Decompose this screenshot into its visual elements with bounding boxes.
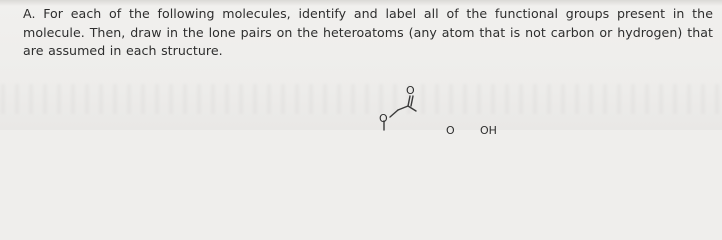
bottom-oh-label: OH xyxy=(480,124,497,137)
ring-bond-2 xyxy=(398,106,408,110)
bottom-oxygen-label: O xyxy=(446,124,455,137)
molecule-structure xyxy=(360,80,510,137)
chain-bond xyxy=(408,106,416,111)
carbonyl-bond-a xyxy=(408,96,410,106)
question-text: A. For each of the following molecules, identify and label all of the functional groups present in the molecule. Then, draw in the lone pairs on the heteroatoms (any atom that is not carbon or hydrogen) that are assumed in each structure. xyxy=(23,6,713,58)
carbonyl-oxygen-label: O xyxy=(406,84,415,97)
carbonyl-bond-b xyxy=(411,96,413,106)
ring-bond-1 xyxy=(390,110,398,117)
ring-oxygen-label: O xyxy=(379,112,388,125)
